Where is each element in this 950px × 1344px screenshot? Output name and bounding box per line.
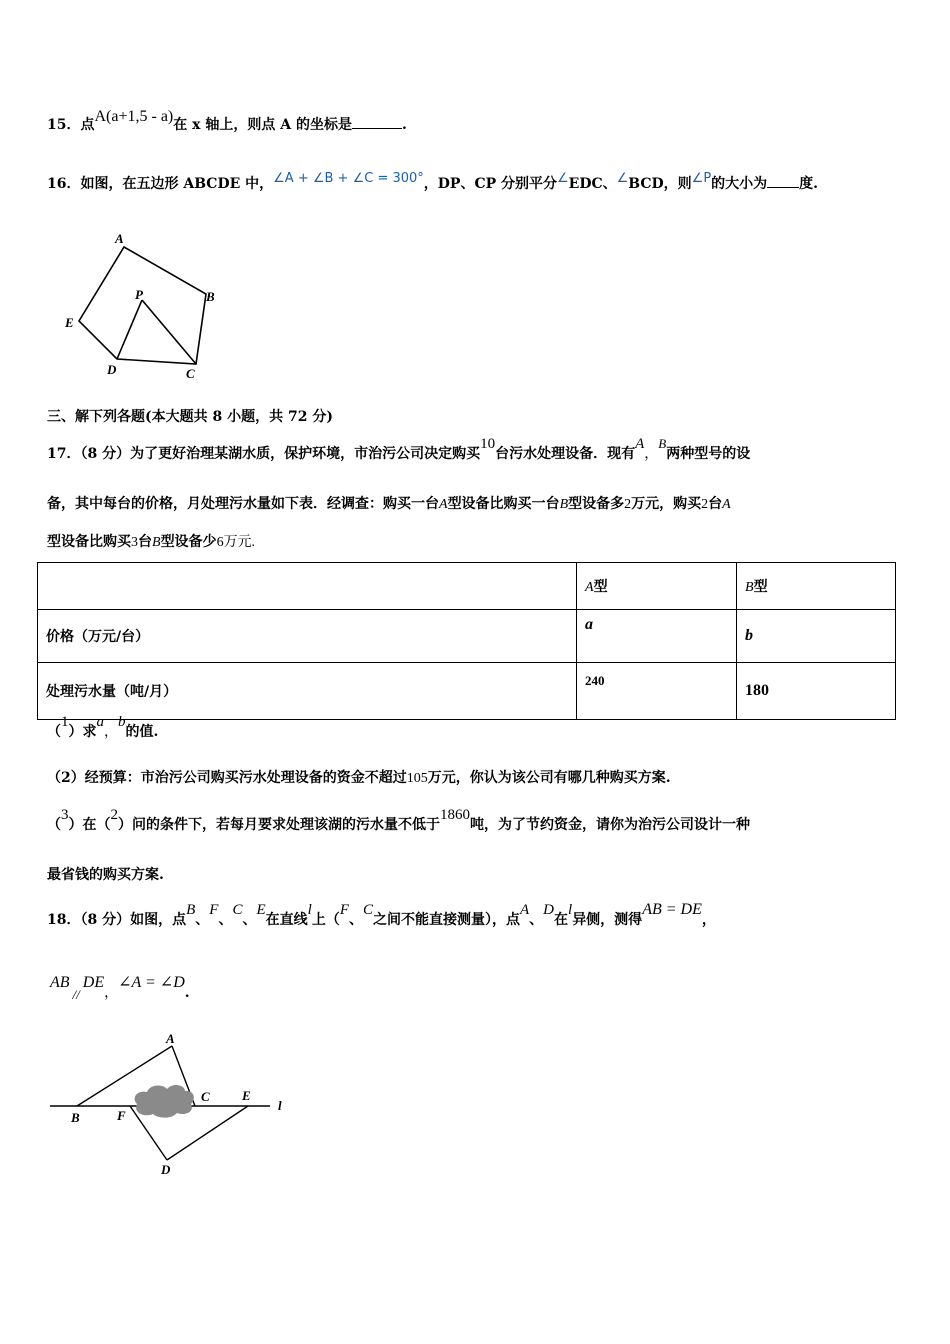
q17-text-1c: 两种型号的设 [666,446,751,462]
q17-line-2 [47,494,731,515]
q15-formula: A(a+1,5 - a) [94,108,174,125]
q16-number: 16．如图，在五边形 ABCDE 中， [47,176,274,192]
q17-part-1 [47,714,159,743]
label-d: D [107,362,117,377]
q18-angle-eq: ∠A = ∠D [118,974,185,991]
table-header-b: B型 [737,563,896,610]
header-a-letter: A [585,580,594,595]
q18-c2: C [362,902,373,918]
q17-text-2c: 型设备多 [568,496,625,512]
label-c: C [186,366,195,381]
table-row [38,610,896,663]
q17-text-1b: 台污水处理设备．现有 [495,446,636,462]
q17-type-b: B [658,436,667,451]
parallelogram-figure [45,1028,305,1183]
q17-number-10: 10 [480,436,496,452]
q18-c: C [232,902,243,918]
q17-num-3: 3 [131,535,138,550]
angle-p: ∠P [691,171,712,186]
label-a: A [115,231,124,246]
q17-num-2: 2 [624,497,632,512]
q18-text-a: 18．（8 分）如图，点 [47,912,187,928]
p2-number: 105 [406,771,428,786]
q18-e: E [256,902,266,918]
question-15 [47,108,407,135]
q18-l2: l [568,902,573,918]
p1-number: 1 [61,714,69,730]
q18-f2: F [339,902,349,918]
q17-num-6: 6 [216,535,224,550]
q18-text-c: 上（ [311,912,340,928]
q17-text-2e: 台 [708,496,723,512]
q16-text-2: EDC、 [568,176,617,192]
question-18 [47,901,716,930]
q17-text-3d: 万元. [223,535,256,550]
table-cell: a [577,610,737,663]
p3-open: （ [47,817,61,833]
q17-var-b2: B [152,535,161,550]
cloud-obstruction [135,1085,194,1118]
p2-text-a: （2）经预算：市治污公司购买污水处理设备的资金不超过 [47,770,407,786]
q17-text-2b: 型设备比购买一台 [447,496,560,512]
parallel-symbol: // [72,987,80,1002]
pentagon-figure [55,225,235,385]
q18-end: . [184,985,190,1001]
q18-eq1: AB = DE [642,901,702,918]
p1-open: （ [47,724,61,740]
p1-text-a: ）求 [68,724,97,740]
q15-text: 在 x 轴上，则点 A 的坐标是 [173,117,352,133]
q18-dun-2: 、 [218,912,233,928]
q18-ab: AB [50,974,70,991]
p3-text-a: ）在（ [68,817,111,833]
q17-part-3 [47,807,750,835]
table-cell: 240 [577,663,737,720]
q16-text-4: 的大小为 [711,176,768,192]
table-cell: 价格（万元/台） [38,610,577,663]
label-l-18: l [278,1098,282,1113]
q17-part-3-cont: 最省钱的购买方案. [47,867,164,883]
q17-num-2b: 2 [701,497,709,512]
q18-dun-5: 、 [529,912,544,928]
q17-line-1 [47,436,751,465]
q16-formula: ∠A + ∠B + ∠C = 300° [273,171,424,186]
q17-type-a: A [635,436,645,452]
q18-text-d: 之间不能直接测量），点 [373,912,520,928]
q17-text-2a: 备，其中每台的价格，月处理污水量如下表．经调查：购买一台 [47,496,439,512]
angle-symbol-2: ∠ [616,171,629,186]
q18-text-e: 在 [554,912,569,928]
label-a-18: A [166,1031,175,1046]
label-d-18: D [161,1162,171,1177]
q17-text-1a: 17．（8 分）为了更好治理某湖水质，保护环境，市治污公司决定购买 [47,446,481,462]
q17-part-2 [47,768,671,789]
segment-cp [142,300,196,364]
q18-a: A [520,902,530,918]
q17-text-3c: 型设备少 [160,534,217,550]
q15-end: . [401,117,407,133]
q15-blank [352,114,402,129]
p1-sep: ， [104,725,118,740]
question-16 [47,173,818,195]
label-b: B [206,289,215,304]
q17-var-b: B [559,497,569,512]
q16-text-5: 度. [799,176,819,192]
q15-number: 15．点 [47,117,95,133]
q18-comma: ， [701,912,716,928]
q17-line-3 [47,532,255,553]
label-c-18: C [201,1089,210,1104]
q18-text-b: 在直线 [265,912,308,928]
q18-dun-1: 、 [195,912,210,928]
table-row [38,663,896,720]
table-cell: 处理污水量（吨/月） [38,663,577,720]
q18-text-f: 异侧，测得 [572,912,643,928]
q18-b: B [186,902,196,918]
p2-text-b: 万元，你认为该公司有哪几种购买方案. [427,770,671,786]
q16-text-1: ，DP、CP 分别平分 [423,176,557,192]
table-header-empty [38,563,577,610]
table-header-a: A型 [577,563,737,610]
q18-dun-4: 、 [348,912,363,928]
p3-number-1860: 1860 [440,807,470,823]
segment-de [167,1106,248,1160]
p1-text-b: 的值. [125,724,159,740]
pentagon-outline [79,247,206,364]
table-cell: b [737,610,896,663]
p3-text-b: ）问的条件下，若每月要求处理该湖的污水量不低于 [118,817,440,833]
q17-sep: ， [644,447,659,462]
header-b-letter: B [745,580,754,595]
p1-var-a: a [96,714,104,730]
q16-blank [767,173,799,188]
q18-comma-2: ， [104,986,119,1001]
p3-text-c: 吨，为了节约资金，请你为治污公司设计一种 [470,817,750,833]
label-f-18: F [117,1108,126,1123]
label-b-18: B [71,1110,80,1125]
q18-f: F [209,902,219,918]
q18-d: D [543,902,555,918]
label-p: P [135,287,143,302]
table-cell: 180 [737,663,896,720]
q16-text-3: BCD，则 [628,176,692,192]
label-e-18: E [242,1088,251,1103]
angle-symbol-1: ∠ [557,171,569,186]
q18-line-2 [50,973,190,1013]
q18-l: l [307,902,312,918]
q17-var-a2: A [722,497,731,512]
table-header-row [38,563,896,610]
p3-number-3: 3 [61,807,69,823]
p3-number-2: 2 [110,807,118,823]
q17-text-3a: 型设备比购买 [47,534,131,550]
p1-var-b: b [118,714,126,730]
equipment-table [37,562,896,720]
segment-dp [117,300,142,359]
q17-text-3b: 台 [138,534,152,550]
q18-de: DE [82,974,105,991]
q17-text-2d: 万元，购买 [631,496,702,512]
q18-dun-3: 、 [242,912,257,928]
section-3-title: 三、解下列各题(本大题共 8 小题，共 72 分) [47,409,333,425]
label-e: E [65,315,74,330]
q17-var-a: A [439,497,448,512]
